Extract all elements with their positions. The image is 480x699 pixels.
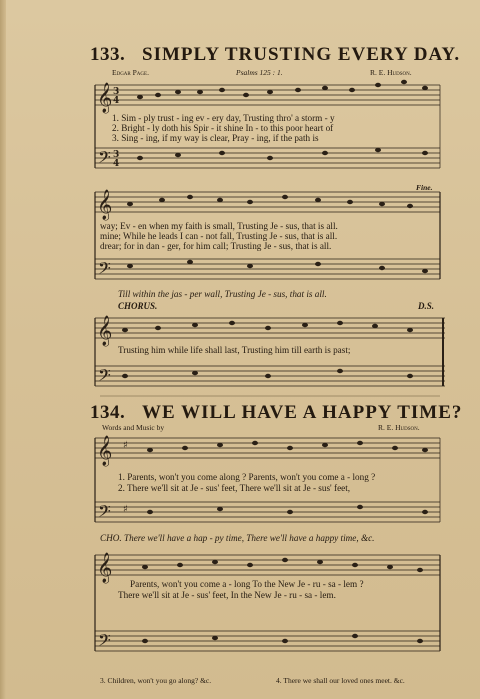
hymn-133-verse2-line2: mine; While he leads I can - not fall, Trusting Je - sus, that is all. [100,231,338,241]
svg-text:♯: ♯ [123,440,128,451]
hymn-133-bass-lyric: Till within the jas - per wall, Trusting Je - sus, that is all. [118,289,327,299]
svg-text:3: 3 [113,87,120,97]
hymn-134-verse1: 1. Parents, won't you come along ? Parents, won't you come a - long ? [118,472,376,482]
svg-text:𝄢: 𝄢 [98,365,111,389]
svg-text:4: 4 [113,159,120,169]
hymn-134-credit-left: Words and Music by [102,423,165,432]
hymn-133-author-music: R. E. Hudson. [370,68,412,77]
svg-text:𝄢: 𝄢 [98,501,111,525]
hymn-133-verse3-line2: drear; for in dan - ger, for him call; Trusting Je - sus, that is all. [100,241,332,251]
staff-133-2-treble [95,192,440,212]
hymn-133-chorus-line: Trusting him while life shall last, Trusting him till earth is past; [118,345,351,355]
bass-clef-icon: 𝄢 [98,147,111,171]
hymn-133-fine-marking: Fine. [416,183,433,192]
hymn-133-verse1-line2: way; Ev - en when my faith is small, Trusting Je - sus, that is all. [100,221,338,231]
hymn-133-verse1-line1: 1. Sim - ply trust - ing ev - ery day, Trusting thro' a storm - y [112,113,335,123]
svg-text:♯: ♯ [123,504,128,515]
svg-text:𝄞: 𝄞 [97,436,113,466]
hymn-134-credit-right: R. E. Hudson. [378,423,420,432]
svg-text:𝄞: 𝄞 [97,316,113,346]
svg-text:𝄞: 𝄞 [97,190,113,220]
hymn-133-scripture: Psalms 125 : 1. [236,68,283,77]
hymn-134-number: 134. [90,402,126,423]
svg-text:𝄢: 𝄢 [98,630,111,654]
hymn-134-verse2: 2. There we'll sit at Je - sus' feet, There we'll sit at Je - sus' feet, [118,483,351,493]
hymn-133-verse3-line1: 3. Sing - ing, if my way is clear, Pray - ing, if the path is [112,133,319,143]
staff-134-1-bass [95,502,440,522]
svg-text:4: 4 [113,96,120,106]
svg-text:𝄞: 𝄞 [97,553,113,583]
hymn-134-line4: There we'll sit at Je - sus' feet, In the New Je - ru - sa - lem. [118,590,336,600]
svg-text:3: 3 [113,150,120,160]
staff-134-1-treble [95,438,440,458]
hymn-133-author-words: Edgar Page. [112,68,149,77]
hymn-134-footer-verse4: 4. There we shall our loved ones meet. &c. [276,676,405,685]
hymn-133-verse2-line1: 2. Bright - ly doth his Spir - it shine In - to this poor heart of [112,123,334,133]
hymn-134-line3: Parents, won't you come a - long To the New Je - ru - sa - lem ? [130,579,364,589]
staff-133-1-treble [95,85,440,105]
staff-134-2-treble [95,555,440,575]
hymn-133-title: SIMPLY TRUSTING EVERY DAY. [142,44,461,65]
hymn-133-chorus-label: CHORUS. [118,301,158,311]
hymn-134-footer-verse3: 3. Children, won't you go along? &c. [100,676,212,685]
notes-134-2 [142,558,423,643]
hymn-133-number: 133. [90,44,126,65]
staff-133-2-bass [95,259,440,279]
svg-text:𝄢: 𝄢 [98,258,111,282]
hymn-134-chorus-line: CHO. There we'll have a hap - py time, There we'll have a happy time, &c. [100,533,375,543]
hymn-134-title: WE WILL HAVE A HAPPY TIME? [142,402,463,423]
treble-clef-icon: 𝄞 [97,83,113,113]
hymn-133-ds-marking: D.S. [418,301,435,311]
